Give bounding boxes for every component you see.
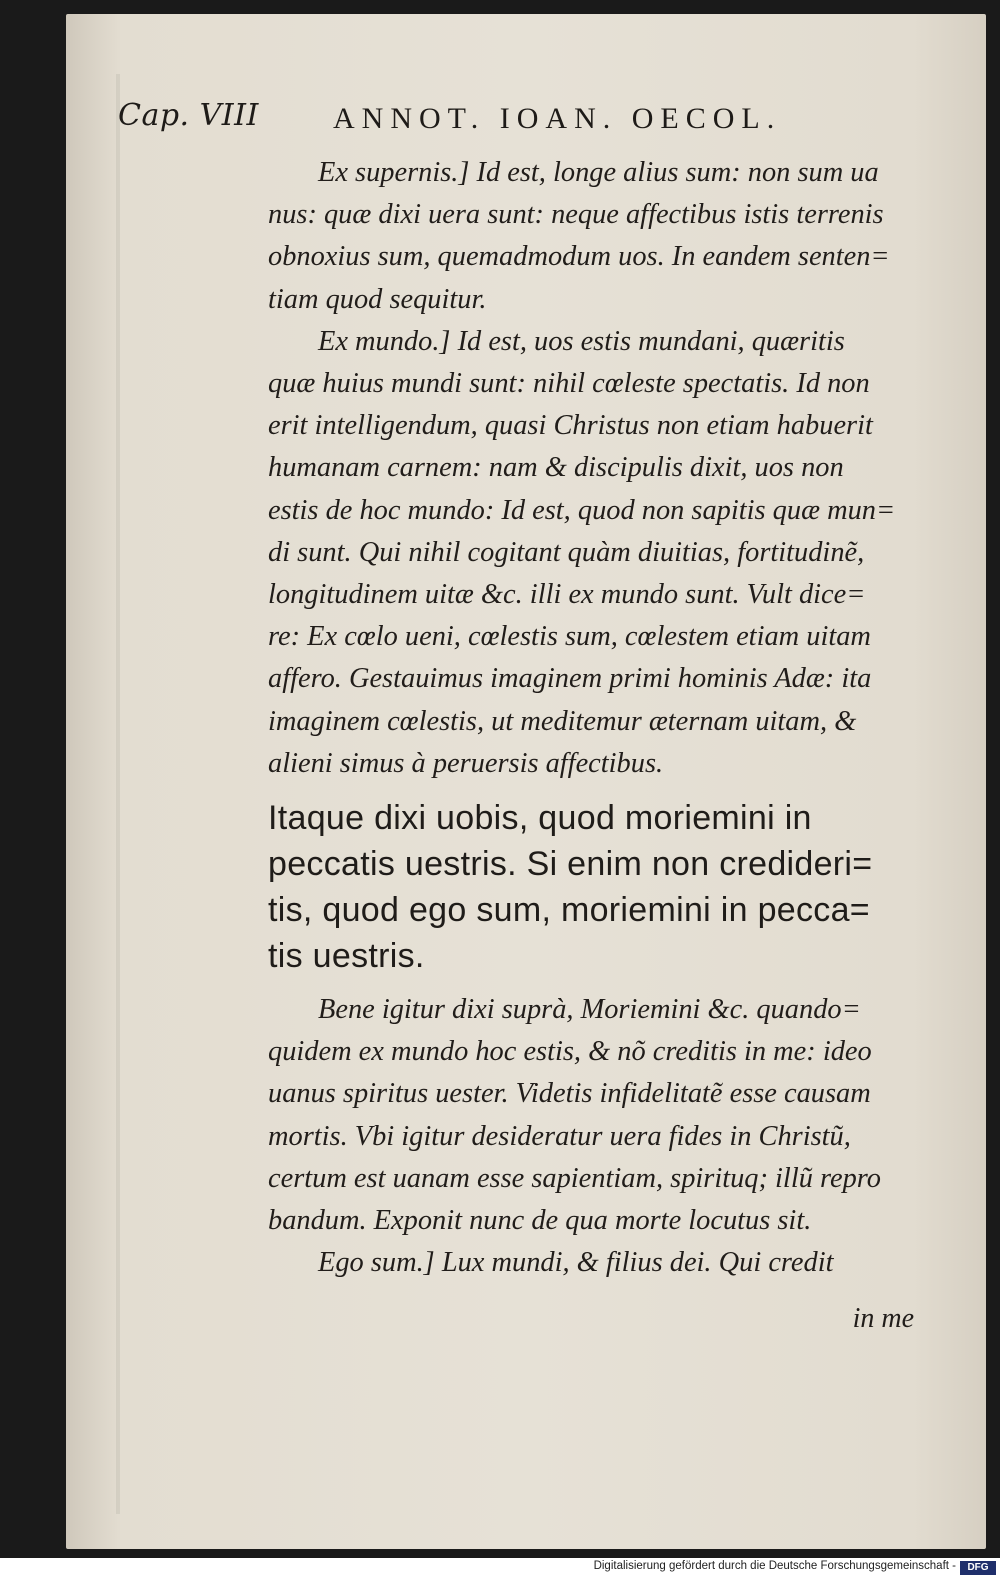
scripture-line: peccatis uestris. Si enim non credideri= xyxy=(268,845,873,884)
commentary-paragraph xyxy=(268,321,928,785)
dfg-logo-icon[interactable]: DFG xyxy=(960,1561,996,1575)
commentary-paragraph xyxy=(268,989,928,1242)
text-line: Bene igitur dixi suprà, Moriemini &c. quando= xyxy=(318,994,861,1026)
footer-bar xyxy=(0,1558,1000,1578)
text-line: certum est uanam esse sapientiam, spirituq; illũ repro xyxy=(268,1162,881,1194)
commentary-paragraph xyxy=(268,1242,928,1284)
text-line: mortis. Vbi igitur desideratur uera fides in Christũ, xyxy=(268,1120,851,1152)
text-line: bandum. Exponit nunc de qua morte locutus sit. xyxy=(268,1205,812,1237)
text-line: nus: quæ dixi uera sunt: neque affectibus istis terrenis xyxy=(268,199,884,231)
text-line: re: Ex cœlo ueni, cœlestis sum, cœlestem etiam uitam xyxy=(268,621,871,653)
text-line: alieni simus à peruersis affectibus. xyxy=(268,747,664,779)
chapter-label: Cap. VIII xyxy=(118,98,259,133)
text-line: Ego sum.] Lux mundi, & filius dei. Qui credit xyxy=(318,1247,834,1279)
text-line: erit intelligendum, quasi Christus non etiam habuerit xyxy=(268,410,873,442)
page-gutter-shadow xyxy=(116,74,120,1514)
text-line: longitudinem uitæ &c. illi ex mundo sunt. Vult dice= xyxy=(268,579,866,611)
scripture-passage xyxy=(268,795,928,979)
text-line: tiam quod sequitur. xyxy=(268,283,487,315)
catchword: in me xyxy=(852,1303,914,1334)
scripture-line: Itaque dixi uobis, quod moriemini in xyxy=(268,799,812,838)
text-line: di sunt. Qui nihil cogitant quàm diuitias, fortitudinẽ, xyxy=(268,536,865,568)
text-line: imaginem cœlestis, ut meditemur æternam uitam, & xyxy=(268,705,857,737)
text-line: estis de hoc mundo: Id est, quod non sapitis quæ mun= xyxy=(268,494,896,526)
text-line: Ex mundo.] Id est, uos estis mundani, quæritis xyxy=(318,325,845,357)
text-line: affero. Gestauimus imaginem primi hominis Adæ: ita xyxy=(268,663,872,695)
page-body xyxy=(268,152,928,1284)
running-head xyxy=(118,98,858,148)
text-line: Ex supernis.] Id est, longe alius sum: non sum ua xyxy=(318,157,879,188)
footer-credit: Digitalisierung gefördert durch die Deutsche Forschungsgemeinschaft - xyxy=(593,1560,956,1572)
commentary-paragraph xyxy=(268,152,928,321)
scripture-line: tis uestris. xyxy=(268,937,425,976)
running-title: ANNOT. IOAN. OECOL. xyxy=(333,102,782,135)
text-line: quæ huius mundi sunt: nihil cœleste spectatis. Id non xyxy=(268,368,870,400)
scripture-line: tis, quod ego sum, moriemini in pecca= xyxy=(268,891,870,930)
text-line: uanus spiritus uester. Videtis infidelitatẽ esse causam xyxy=(268,1078,871,1110)
text-line: humanam carnem: nam & discipulis dixit, uos non xyxy=(268,452,844,484)
text-line: obnoxius sum, quemadmodum uos. In eandem senten= xyxy=(268,241,890,273)
text-line: quidem ex mundo hoc estis, & nõ creditis in me: ideo xyxy=(268,1036,872,1068)
